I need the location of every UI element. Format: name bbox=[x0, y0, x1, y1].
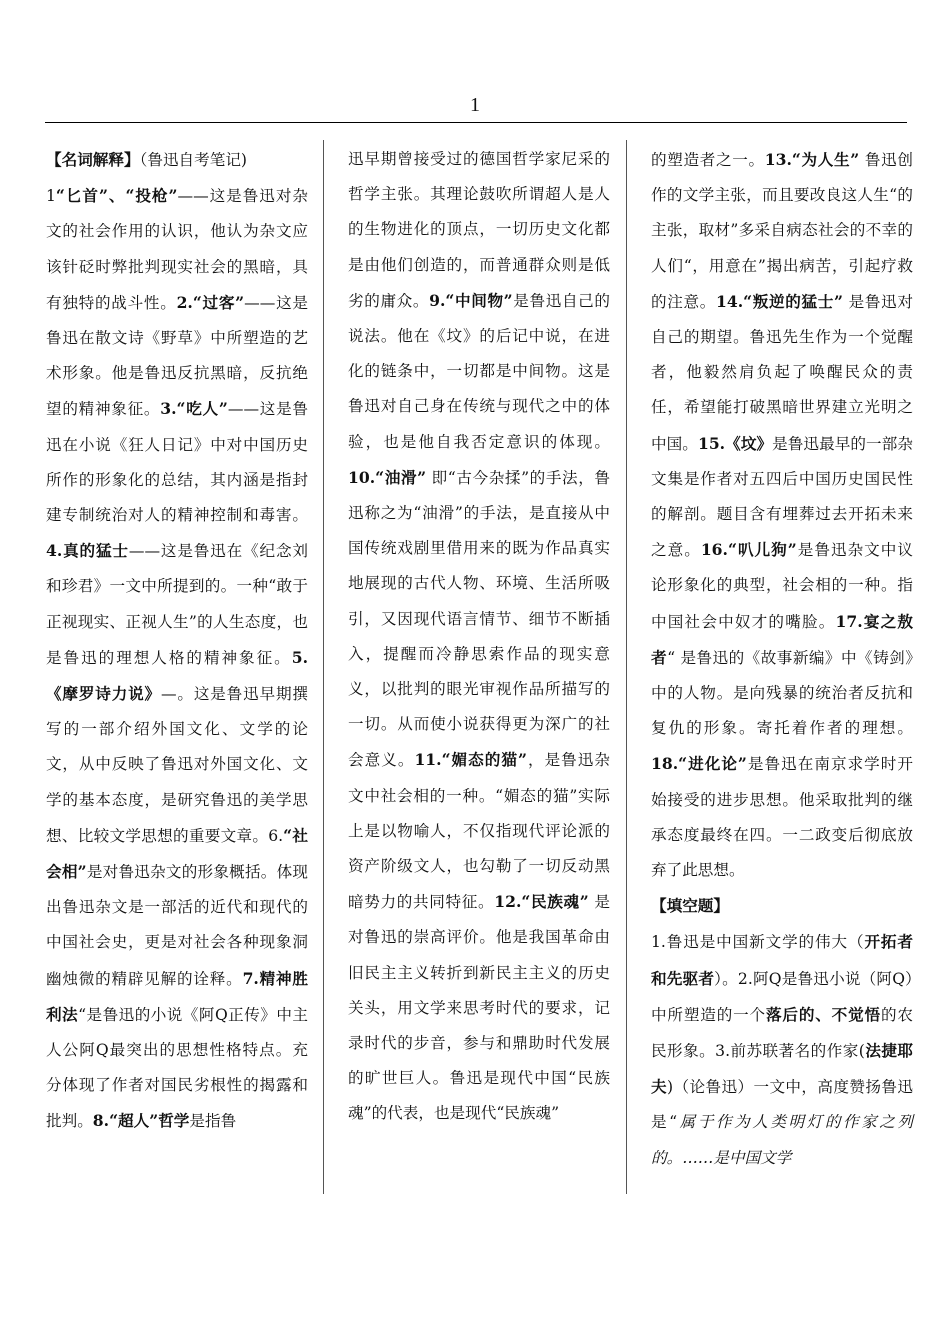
column-paragraph bbox=[348, 142, 610, 1132]
term-heading: 5.《摩罗诗力说》 bbox=[46, 647, 308, 704]
body-text: 是指鲁 bbox=[189, 1112, 237, 1131]
body-text: 1 bbox=[46, 187, 56, 206]
body-text: 的塑造者之一。 bbox=[651, 151, 765, 169]
term-heading: 8.“超人”哲学 bbox=[92, 1111, 190, 1131]
body-text: 是鲁迅在南京求学时开始接受的进步思想。他采取批判的继承态度最终在四。一二政变后彻底放弃了此思想。 bbox=[651, 755, 913, 880]
term-heading: 4.真的猛士 bbox=[46, 541, 129, 561]
body-text: 的农民形象。3.前苏联著名的作家( bbox=[651, 1005, 913, 1061]
body-text: 是对鲁迅的崇高评价。他是我国革命由旧民主主义转折到新民主主义的历史关头，用文学来思考时代的要求，记录时代的步音，参与和鼎助时代发展的旷世巨人。鲁迅是现代中国“民族魂”的代表，也是现代“民族魂” bbox=[348, 893, 610, 1123]
term-heading: 13.“为人生” bbox=[764, 150, 860, 169]
term-heading: 12.“民族魂” bbox=[494, 892, 589, 912]
column-paragraph bbox=[651, 142, 913, 1176]
term-heading: 14.“叛逆的猛士” bbox=[716, 291, 844, 311]
body-text: —。这是鲁迅早期撰写的一部介绍外国文化、文学的论文，从中反映了鲁迅对外国文化、文学的基本态度，是研究鲁迅的美学思想、比较文学思想的重要文章。6. bbox=[46, 685, 308, 845]
term-heading: “匕首”、“投枪” bbox=[55, 186, 178, 206]
text-column-1 bbox=[46, 142, 308, 1140]
body-text: 是鲁迅杂文中议论形象化的典型，社会相的一种。指中国社会中奴才的嘴脸。 bbox=[651, 541, 913, 631]
body-text: ——这是鲁迅对杂文的社会作用的认识，他认为杂文应该针砭时弊批判现实社会的黑暗，具有独特的战斗性。 bbox=[46, 187, 308, 312]
body-text: 迅早期曾接受过的德国哲学家尼采的哲学主张。其理论鼓吹所谓超人是人的生物进化的顶点，一切历史文化都是由他们创造的，而普通群众则是低劣的庸众。 bbox=[348, 150, 610, 310]
body-text: “是鲁迅的小说《阿Q正传》中主人公阿Q最突出的思想性格特点。充分体现了作者对国民劣根性的揭露和批判。 bbox=[46, 1005, 308, 1131]
term-heading: 17.宴之敖者 bbox=[651, 611, 913, 667]
body-text: 1.鲁迅是中国新文学的伟大（ bbox=[651, 933, 865, 952]
term-heading: 开拓者和先驱者 bbox=[651, 932, 913, 988]
header-rule bbox=[45, 122, 907, 123]
term-heading: 18.“进化论” bbox=[651, 754, 747, 774]
body-text: 鲁迅创作的文学主张，而且要改良这人生“的主张，取材”多采自病态社会的不幸的人们“，用意在”揭出病苦，引起疗救的注意。 bbox=[651, 151, 913, 311]
body-text: 即“古今杂揉”的手法，鲁迅称之为“油滑”的手法，是直接从中国传统戏剧里借用来的既为作品真实地展现的古代人物、环境、生活所吸引，又因现代语言情节、细节不断插入，提醒而冷静思索作品的现实意义，以批判的眼光审视作品所描写的一切。从而使小说获得更为深广的社会意义。 bbox=[348, 468, 610, 770]
page-number: 1 bbox=[470, 94, 480, 116]
term-heading: 9.“中间物” bbox=[429, 290, 513, 310]
body-text: 是对鲁迅杂文的形象概括。体现出鲁迅杂文是一部活的近代和现代的中国社会史，更是对社会各种现象洞幽烛微的精辟见解的诠释。 bbox=[46, 863, 308, 988]
body-text: ）。2.阿Q是鲁迅小说（阿Q）中所塑造的一个 bbox=[651, 969, 913, 1024]
body-text: ——这是鲁迅在《纪念刘和珍君》一文中所提到的。一种“敢于正视现实、正视人生”的人生态度，也是鲁迅的理想人格的精神象征。 bbox=[46, 542, 308, 667]
term-heading: 16.“叭儿狗” bbox=[700, 540, 797, 560]
term-heading: 落后的、不觉悟 bbox=[765, 1004, 881, 1024]
text-column-2 bbox=[348, 142, 610, 1132]
term-heading: 【填空题】 bbox=[651, 896, 729, 916]
text-column-3 bbox=[651, 142, 913, 1176]
column-divider bbox=[626, 140, 627, 1194]
term-heading: 11.“媚态的猫” bbox=[414, 750, 527, 770]
body-text: “ 是鲁迅的《故事新编》中《铸剑》中的人物。是向残暴的统治者反抗和复仇的形象。寄托着作者的理想。 bbox=[651, 648, 913, 738]
column-divider bbox=[323, 140, 324, 1194]
column-paragraph bbox=[46, 142, 308, 1140]
term-heading: “社会相” bbox=[46, 825, 308, 882]
term-heading: 7.精神胜利法 bbox=[46, 968, 308, 1024]
body-text: 属于作为人类明灯的作家之列的。……是中国文学 bbox=[651, 1113, 913, 1167]
body-text: 是鲁迅对自己的期望。鲁迅先生作为一个觉醒者，他毅然肩负起了唤醒民众的责任，希望能打破黑暗世界建立光明之中国。 bbox=[651, 292, 913, 453]
term-heading: 10.“油滑” bbox=[348, 467, 427, 487]
term-heading: 3.“吃人” bbox=[160, 399, 228, 419]
body-text: )（论鲁迅）一文中，高度赞扬鲁迅是“ bbox=[651, 1078, 913, 1132]
term-heading: 【名词解释】 bbox=[46, 150, 140, 169]
term-heading: 2.“过客” bbox=[176, 292, 245, 312]
term-heading: 法捷耶夫 bbox=[651, 1041, 913, 1097]
body-text: ，是鲁迅杂文中社会相的一种。“媚态的猫”实际上是以物喻人，不仅指现代评论派的资产阶级文人，也勾勒了一切反动黑暗势力的共同特征。 bbox=[348, 751, 610, 912]
body-text: （鲁迅自考笔记) bbox=[139, 151, 248, 169]
term-heading: 15.《坟》 bbox=[697, 433, 773, 453]
body-text: 是鲁迅最早的一部杂文集是作者对五四后中国历史国民性的解剖。题目含有埋葬过去开拓未来之意。 bbox=[651, 434, 913, 560]
body-text: 是鲁迅自己的说法。他在《坟》的后记中说，在进化的链条中，一切都是中间物。这是鲁迅对自己身在传统与现代之中的体验，也是他自我否定意识的体现。 bbox=[348, 291, 610, 451]
body-text: ——这是鲁迅在散文诗《野草》中所塑造的艺术形象。他是鲁迅反抗黑暗，反抗绝望的精神象征。 bbox=[46, 293, 308, 419]
body-text: ——这是鲁迅在小说《狂人日记》中对中国历史所作的形象化的总结，其内涵是指封建专制统治对人的精神控制和毒害。 bbox=[46, 400, 308, 525]
